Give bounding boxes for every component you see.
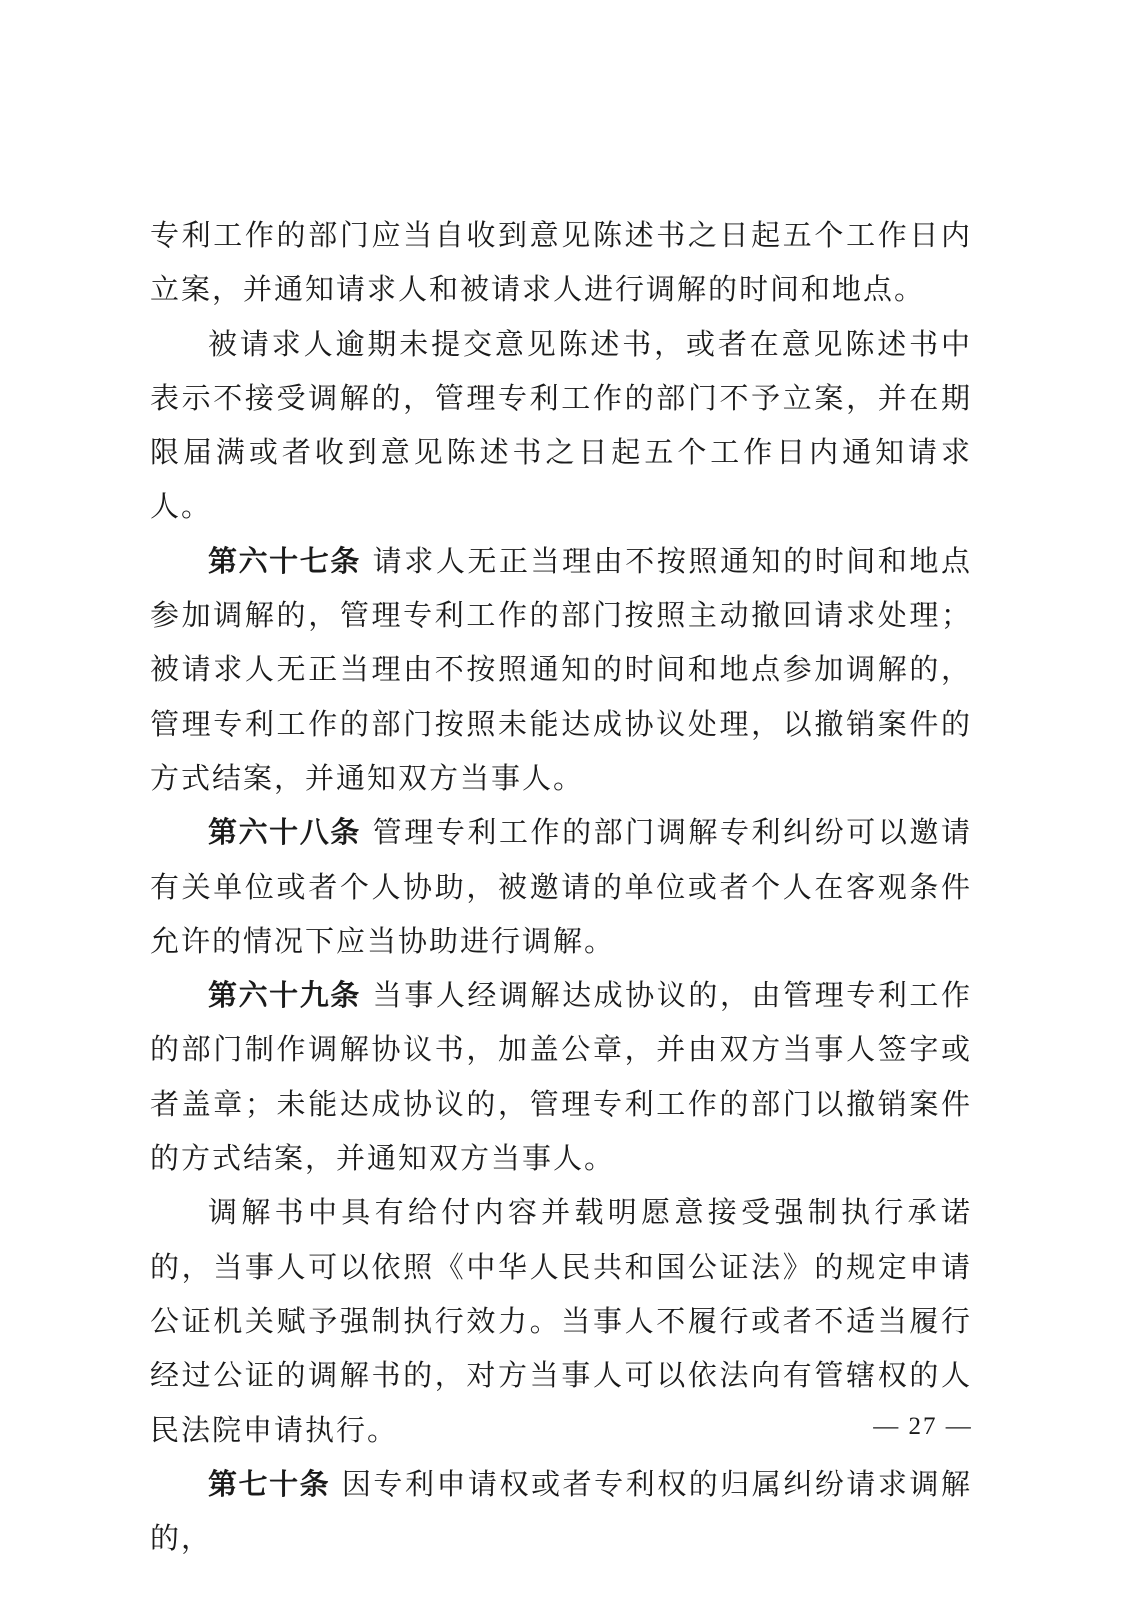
article-67 [150,534,972,805]
paragraph-text: 被请求人逾期未提交意见陈述书，或者在意见陈述书中表示不接受调解的，管理专利工作的部门不予立案，并在期限届满或者收到意见陈述书之日起五个工作日内通知请求人。 [150,326,972,524]
paragraph-text: 管理专利工作的部门调解专利纠纷可以邀请有关单位或者个人协助，被邀请的单位或者个人在客观条件允许的情况下应当协助进行调解。 [150,815,972,958]
article-68 [150,805,972,968]
paragraph-text: 请求人无正当理由不按照通知的时间和地点参加调解的，管理专利工作的部门按照主动撤回请求处理；被请求人无正当理由不按照通知的时间和地点参加调解的，管理专利工作的部门按照未能达成协议处理，以撤销案件的方式结案，并通知双方当事人。 [150,543,972,795]
article-heading: 第六十七条 [208,543,361,578]
paragraph [150,317,972,534]
body-text [150,208,972,1565]
article-heading: 第六十九条 [208,978,361,1013]
article-heading: 第六十八条 [208,815,361,850]
article-70 [150,1457,972,1566]
paragraph-text: 因专利申请权或者专利权的归属纠纷请求调解的， [150,1466,972,1556]
paragraph-text: 调解书中具有给付内容并载明愿意接受强制执行承诺的，当事人可以依照《中华人民共和国公证法》的规定申请公证机关赋予强制执行效力。当事人不履行或者不适当履行经过公证的调解书的，对方当事人可以依法向有管辖权的人民法院申请执行。 [150,1195,972,1447]
page-number: — 27 — [873,1413,973,1440]
paragraph [150,1185,972,1456]
paragraph-text: 专利工作的部门应当自收到意见陈述书之日起五个工作日内立案，并通知请求人和被请求人进行调解的时间和地点。 [150,218,972,307]
paragraph-continuation [150,208,972,317]
paragraph-text: 当事人经调解达成协议的，由管理专利工作的部门制作调解协议书，加盖公章，并由双方当事人签字或者盖章；未能达成协议的，管理专利工作的部门以撤销案件的方式结案，并通知双方当事人。 [150,978,972,1176]
article-69 [150,968,972,1185]
article-heading: 第七十条 [208,1466,331,1501]
